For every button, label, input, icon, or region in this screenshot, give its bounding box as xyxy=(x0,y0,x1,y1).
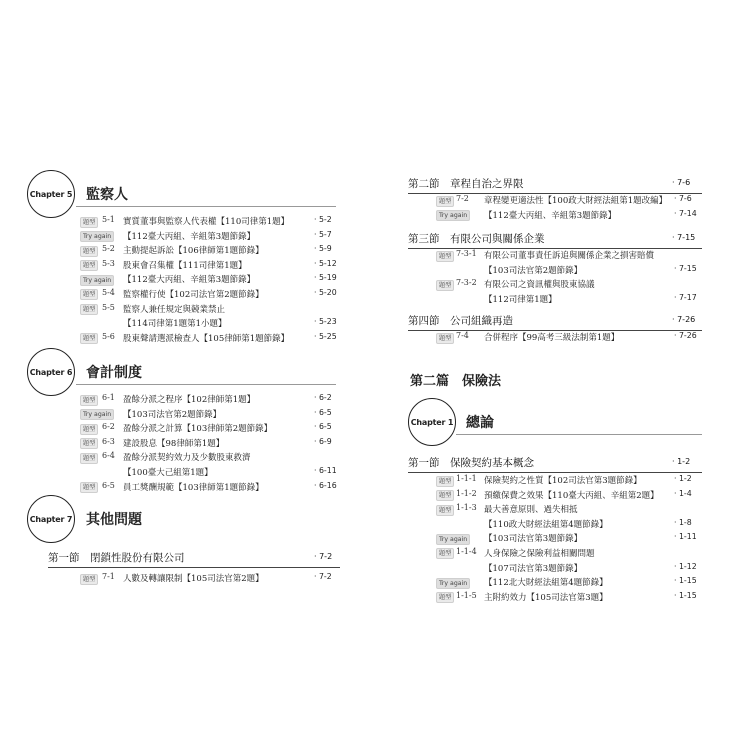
try-again-badge: Try again xyxy=(436,210,470,221)
toc-entry xyxy=(436,293,706,308)
question-type-badge: 題型 xyxy=(80,482,98,493)
section-7-2-heading xyxy=(408,175,702,194)
entry-page: · 1-15 xyxy=(674,576,697,586)
entry-number: 5-4 xyxy=(102,287,115,297)
entry-number: 1-1-4 xyxy=(456,546,477,556)
entry-title: 股東聲請選派檢查人【105律師第1題節錄】 xyxy=(123,333,290,344)
toc-entry xyxy=(80,451,340,466)
toc-entry xyxy=(80,393,340,408)
part-2-title: 第二篇 保險法 xyxy=(410,374,502,389)
chapter-5-rule xyxy=(76,206,336,207)
try-again-badge: Try again xyxy=(80,275,114,286)
section-7-2-list xyxy=(436,194,706,223)
toc-entry xyxy=(80,288,340,303)
entry-title: 【112司律第1題】 xyxy=(484,294,557,305)
entry-title: 監察權行使【102司法官第2題節錄】 xyxy=(123,289,264,300)
toc-entry xyxy=(80,303,340,318)
toc-entry xyxy=(436,194,706,209)
section-7-4-list xyxy=(436,331,706,346)
entry-page: · 6-5 xyxy=(314,422,332,432)
entry-page: · 5-7 xyxy=(314,229,332,239)
entry-title: 保險契約之性質【102司法官第3題節錄】 xyxy=(484,476,642,486)
toc-entry xyxy=(436,591,706,606)
question-type-badge: 題型 xyxy=(80,246,98,257)
toc-entry xyxy=(80,215,340,230)
entry-number: 5-2 xyxy=(102,244,115,254)
toc-entry xyxy=(80,466,340,481)
toc-entry xyxy=(80,572,340,587)
toc-entry xyxy=(436,209,706,224)
entry-title: 盈餘分派之程序【102律師第1題】 xyxy=(123,395,256,405)
toc-entry xyxy=(80,481,340,496)
question-type-badge: 題型 xyxy=(80,217,98,228)
section-label: 第三節 有限公司與關係企業 xyxy=(408,233,545,245)
chapter-6-badge: Chapter 6 xyxy=(27,348,75,396)
entry-page: · 6-11 xyxy=(314,465,337,475)
entry-page: · 5-12 xyxy=(314,258,337,268)
entry-title: 【112臺大丙組、辛組第3題節錄】 xyxy=(484,210,617,221)
chapter-5-badge: Chapter 5 xyxy=(27,170,75,218)
toc-entry xyxy=(436,474,706,489)
entry-number: 5-5 xyxy=(102,302,115,312)
entry-page: · 7-17 xyxy=(674,292,697,302)
entry-title: 最大善意原則、過失相抵 xyxy=(484,505,578,516)
entry-title: 【112北大財經法組第4題節錄】 xyxy=(484,578,608,589)
entry-number: 1-1-2 xyxy=(456,488,477,498)
entry-page: · 7-6 xyxy=(674,194,692,203)
entry-number: 1-1-5 xyxy=(456,590,477,600)
toc-entry xyxy=(436,249,706,264)
question-type-badge: 題型 xyxy=(80,289,98,300)
toc-entry xyxy=(80,408,340,423)
entry-page: · 1-12 xyxy=(674,561,697,571)
entry-title: 盈餘分派之計算【103律師第2題節錄】 xyxy=(123,424,273,435)
toc-entry xyxy=(80,230,340,245)
section-page: · 1-2 xyxy=(672,457,691,466)
entry-page: · 5-2 xyxy=(314,215,332,224)
entry-title: 合併程序【99高考三級法制第1題】 xyxy=(484,333,620,343)
entry-page: · 1-8 xyxy=(674,517,692,527)
entry-title: 有限公司董事責任訴追與關係企業之損害賠償 xyxy=(484,251,655,261)
entry-number: 1-1-3 xyxy=(456,503,477,513)
question-type-badge: 題型 xyxy=(436,476,454,487)
chapter-5-list xyxy=(80,215,340,346)
entry-page: · 6-5 xyxy=(314,407,332,417)
entry-title: 章程變更適法性【100政大財經法組第1題改編】 xyxy=(484,196,668,206)
entry-page: · 5-25 xyxy=(314,331,337,341)
entry-page: · 7-26 xyxy=(674,331,697,340)
toc-entry xyxy=(80,259,340,274)
question-type-badge: 題型 xyxy=(80,304,98,315)
entry-page: · 1-2 xyxy=(674,474,692,483)
question-type-badge: 題型 xyxy=(80,438,98,449)
entry-title: 【103司法官第2題節錄】 xyxy=(123,409,222,420)
question-type-badge: 題型 xyxy=(80,333,98,344)
chapter-5-title: 監察人 xyxy=(86,187,128,203)
section-page: · 7-15 xyxy=(672,233,696,242)
toc-entry xyxy=(436,562,706,577)
entry-page: · 1-15 xyxy=(674,590,697,600)
try-again-badge: Try again xyxy=(436,534,470,545)
entry-title: 【110政大財經法組第4題節錄】 xyxy=(484,519,608,530)
entry-number: 7-2 xyxy=(456,194,469,203)
entry-page: · 7-14 xyxy=(674,208,697,218)
entry-page: · 6-2 xyxy=(314,393,332,402)
entry-number: 6-4 xyxy=(102,451,115,461)
entry-title: 【103司法官第3題節錄】 xyxy=(484,534,583,545)
chapter-7-list xyxy=(80,572,340,587)
entry-title: 【114司律第1題第1小題】 xyxy=(123,319,227,330)
section-page: · 7-6 xyxy=(672,178,691,187)
section-1-1-heading xyxy=(408,454,702,473)
toc-entry xyxy=(80,437,340,452)
section-1-1-list xyxy=(436,474,706,605)
entry-page: · 6-16 xyxy=(314,480,337,490)
entry-title: 【100臺大己組第1題】 xyxy=(123,467,213,478)
toc-entry xyxy=(436,489,706,504)
entry-title: 股東會召集權【111司律第1題】 xyxy=(123,260,247,271)
question-type-badge: 題型 xyxy=(436,280,454,291)
toc-entry xyxy=(436,532,706,547)
toc-entry xyxy=(436,576,706,591)
entry-title: 監察人兼任規定與競業禁止 xyxy=(123,304,226,315)
entry-title: 【112臺大丙組、辛組第3題節錄】 xyxy=(123,275,256,286)
question-type-badge: 題型 xyxy=(80,453,98,464)
toc-entry xyxy=(436,278,706,293)
section-label: 第四節 公司組織再造 xyxy=(408,315,513,327)
toc-entry xyxy=(80,244,340,259)
section-7-3-list xyxy=(436,249,706,307)
chapter-7-title: 其他問題 xyxy=(86,512,142,528)
entry-page: · 1-4 xyxy=(674,488,692,498)
entry-page: · 5-19 xyxy=(314,273,337,283)
section-7-4-heading xyxy=(408,312,702,331)
chapter-7-badge: Chapter 7 xyxy=(27,495,75,543)
chapter-6-title: 會計制度 xyxy=(86,365,142,381)
entry-title: 主附約效力【105司法官第3題】 xyxy=(484,592,608,603)
entry-page: · 6-9 xyxy=(314,436,332,446)
question-type-badge: 題型 xyxy=(80,424,98,435)
entry-title: 【112臺大丙組、辛組第3題節錄】 xyxy=(123,231,256,242)
entry-page: · 7-2 xyxy=(314,572,332,581)
chapter-1-badge: Chapter 1 xyxy=(408,398,456,446)
entry-page: · 5-20 xyxy=(314,287,337,297)
entry-title: 【107司法官第3題節錄】 xyxy=(484,563,583,574)
entry-title: 建設股息【98律師第1題】 xyxy=(123,438,225,449)
section-7-3-heading xyxy=(408,230,702,249)
entry-number: 7-3-1 xyxy=(456,249,477,258)
entry-number: 6-1 xyxy=(102,393,115,402)
entry-title: 有限公司之資訊權與股東協議 xyxy=(484,280,595,291)
entry-page: · 5-23 xyxy=(314,317,337,327)
entry-title: 實質董事與監察人代表權【110司律第1題】 xyxy=(123,217,290,227)
question-type-badge: 題型 xyxy=(436,251,454,262)
section-label: 第一節 保險契約基本概念 xyxy=(408,457,534,469)
section-7-1-heading xyxy=(48,549,340,568)
entry-number: 6-5 xyxy=(102,480,115,490)
entry-title: 人數及轉讓限制【105司法官第2題】 xyxy=(123,574,264,584)
toc-entry xyxy=(436,264,706,279)
entry-number: 1-1-1 xyxy=(456,474,477,483)
toc-entry xyxy=(80,317,340,332)
question-type-badge: 題型 xyxy=(436,592,454,603)
toc-entry xyxy=(436,331,706,346)
entry-page: · 7-15 xyxy=(674,263,697,273)
entry-title: 盈餘分派契約效力及少數股東救濟 xyxy=(123,453,251,464)
question-type-badge: 題型 xyxy=(436,196,454,207)
entry-number: 5-1 xyxy=(102,215,115,224)
toc-entry xyxy=(436,518,706,533)
entry-title: 【103司法官第2題節錄】 xyxy=(484,265,583,276)
entry-number: 7-3-2 xyxy=(456,278,477,288)
entry-page: · 5-9 xyxy=(314,244,332,254)
question-type-badge: 題型 xyxy=(436,505,454,516)
entry-title: 預繳保費之效果【110臺大丙組、辛組第2題】 xyxy=(484,490,659,501)
chapter-6-rule xyxy=(76,384,336,385)
entry-title: 人身保險之保險利益相關問題 xyxy=(484,548,595,559)
chapter-1-rule xyxy=(456,434,702,435)
section-page: · 7-2 xyxy=(314,552,333,561)
toc-entry xyxy=(436,547,706,562)
try-again-badge: Try again xyxy=(80,231,114,242)
toc-entry xyxy=(80,332,340,347)
question-type-badge: 題型 xyxy=(436,490,454,501)
toc-entry xyxy=(80,273,340,288)
chapter-1-title: 總論 xyxy=(466,415,494,431)
entry-title: 員工獎酬規範【103律師第1題節錄】 xyxy=(123,482,264,493)
question-type-badge: 題型 xyxy=(80,395,98,406)
entry-number: 6-2 xyxy=(102,422,115,432)
toc-entry xyxy=(436,503,706,518)
entry-title: 主動提起訴訟【106律師第1題節錄】 xyxy=(123,246,264,257)
question-type-badge: 題型 xyxy=(436,333,454,344)
entry-number: 6-3 xyxy=(102,436,115,446)
try-again-badge: Try again xyxy=(436,578,470,589)
section-label: 第一節 閉鎖性股份有限公司 xyxy=(48,552,185,564)
try-again-badge: Try again xyxy=(80,409,114,420)
entry-page: · 1-11 xyxy=(674,532,697,542)
section-label: 第二節 章程自治之界限 xyxy=(408,178,524,190)
question-type-badge: 題型 xyxy=(80,574,98,585)
entry-number: 7-1 xyxy=(102,572,115,581)
section-page: · 7-26 xyxy=(672,315,696,324)
chapter-6-list xyxy=(80,393,340,495)
entry-number: 5-6 xyxy=(102,331,115,341)
toc-entry xyxy=(80,422,340,437)
question-type-badge: 題型 xyxy=(436,548,454,559)
question-type-badge: 題型 xyxy=(80,260,98,271)
entry-number: 7-4 xyxy=(456,331,469,340)
entry-number: 5-3 xyxy=(102,258,115,268)
